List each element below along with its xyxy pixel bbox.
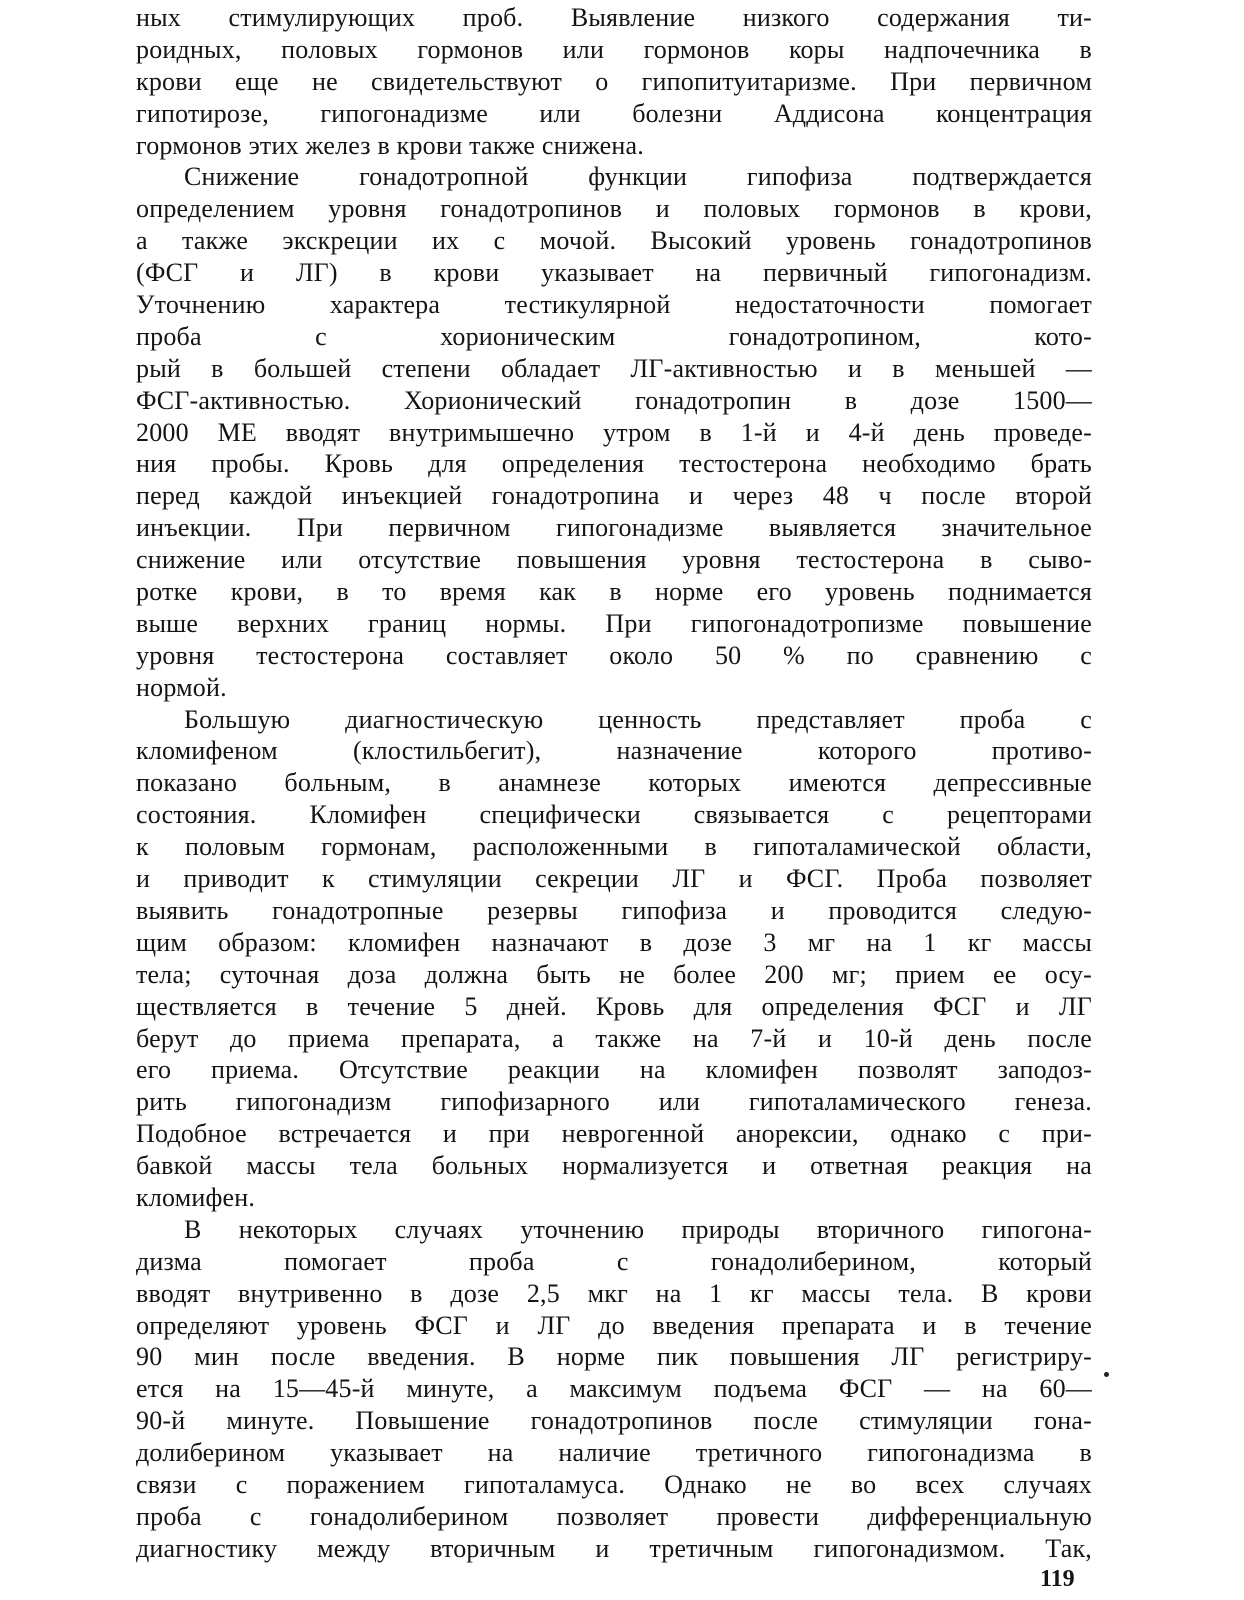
text-line: 90-й минуте. Повышение гонадотропинов после стимуляции гона- bbox=[136, 1406, 1092, 1436]
text-line: и приводит к стимуляции секреции ЛГ и ФСГ. Проба позволяет bbox=[136, 864, 1092, 894]
text-line: перед каждой инъекцией гонадотропина и через 48 ч после второй bbox=[136, 481, 1092, 511]
text-line: нормой. bbox=[136, 672, 227, 702]
text-line: показано больным, в анамнезе которых имеются депрессивные bbox=[136, 768, 1092, 798]
text-line: его приема. Отсутствие реакции на кломифен позволят заподоз- bbox=[136, 1055, 1092, 1085]
paragraph bbox=[136, 161, 1092, 703]
text-line: Уточнению характера тестикулярной недостаточности помогает bbox=[136, 290, 1092, 320]
text-line: снижение или отсутствие повышения уровня тестостерона в сыво- bbox=[136, 545, 1092, 575]
text-line: ротке крови, в то время как в норме его уровень поднимается bbox=[136, 577, 1092, 607]
text-line: к половым гормонам, расположенными в гипоталамической области, bbox=[136, 832, 1092, 862]
paragraph bbox=[136, 2, 1092, 161]
text-line: инъекции. При первичном гипогонадизме выявляется значительное bbox=[136, 513, 1092, 543]
text-line: выше верхних границ нормы. При гипогонадотропизме повышение bbox=[136, 608, 1092, 638]
text-line: кломифеном (клостильбегит), назначение которого противо- bbox=[136, 736, 1092, 766]
text-line: гормонов этих желез в крови также снижена. bbox=[136, 130, 644, 160]
margin-mark bbox=[1104, 1372, 1109, 1377]
text-line: крови еще не свидетельствуют о гипопитуитаризме. При первичном bbox=[136, 66, 1092, 96]
text-line: Большую диагностическую ценность представляет проба с bbox=[184, 704, 1092, 734]
text-line: определением уровня гонадотропинов и половых гормонов в крови, bbox=[136, 194, 1092, 224]
text-line: рить гипогонадизм гипофизарного или гипоталамического генеза. bbox=[136, 1087, 1092, 1117]
text-line: 90 мин после введения. В норме пик повышения ЛГ регистриру- bbox=[136, 1342, 1092, 1372]
text-line: ния пробы. Кровь для определения тестостерона необходимо брать bbox=[136, 449, 1092, 479]
text-line: рый в большей степени обладает ЛГ-активностью и в меньшей — bbox=[136, 353, 1092, 383]
page-number: 119 bbox=[1040, 1566, 1075, 1592]
text-line: тела; суточная доза должна быть не более 200 мг; прием ее осу- bbox=[136, 959, 1092, 989]
text-line: дизма помогает проба с гонадолиберином, который bbox=[136, 1246, 1092, 1276]
text-line: Подобное встречается и при неврогенной анорексии, однако с при- bbox=[136, 1119, 1092, 1149]
paragraph bbox=[136, 704, 1092, 1214]
text-line: ществляется в течение 5 дней. Кровь для определения ФСГ и ЛГ bbox=[136, 991, 1092, 1021]
text-line: (ФСГ и ЛГ) в крови указывает на первичный гипогонадизм. bbox=[136, 258, 1092, 288]
text-line: щим образом: кломифен назначают в дозе 3 мг на 1 кг массы bbox=[136, 927, 1092, 957]
text-line: гипотирозе, гипогонадизме или болезни Аддисона концентрация bbox=[136, 98, 1092, 128]
text-line: выявить гонадотропные резервы гипофиза и проводится следую- bbox=[136, 895, 1092, 925]
text-line: ется на 15—45-й минуте, а максимум подъема ФСГ — на 60— bbox=[136, 1374, 1092, 1404]
text-line: долиберином указывает на наличие третичного гипогонадизма в bbox=[136, 1438, 1092, 1468]
text-line: определяют уровень ФСГ и ЛГ до введения препарата и в течение bbox=[136, 1310, 1092, 1340]
text-line: кломифен. bbox=[136, 1182, 256, 1212]
text-line: В некоторых случаях уточнению природы вторичного гипогона- bbox=[184, 1214, 1092, 1244]
text-line: связи с поражением гипоталамуса. Однако не во всех случаях bbox=[136, 1469, 1092, 1499]
text-line: уровня тестостерона составляет около 50 % по сравнению с bbox=[136, 640, 1092, 670]
text-line: роидных, половых гормонов или гормонов коры надпочечника в bbox=[136, 34, 1092, 64]
text-line: диагностику между вторичным и третичным гипогонадизмом. Так, bbox=[136, 1533, 1092, 1563]
paragraph bbox=[136, 1214, 1092, 1565]
text-line: бавкой массы тела больных нормализуется и ответная реакция на bbox=[136, 1151, 1092, 1181]
text-line: состояния. Кломифен специфически связывается с рецепторами bbox=[136, 800, 1092, 830]
text-line: а также экскреции их с мочой. Высокий уровень гонадотропинов bbox=[136, 226, 1092, 256]
text-line: проба с гонадолиберином позволяет провести дифференциальную bbox=[136, 1501, 1092, 1531]
text-line: ных стимулирующих проб. Выявление низкого содержания ти- bbox=[136, 3, 1092, 32]
text-line: берут до приема препарата, а также на 7-й и 10-й день после bbox=[136, 1023, 1092, 1053]
text-line: проба с хорионическим гонадотропином, кото- bbox=[136, 321, 1092, 351]
text-line: Снижение гонадотропной функции гипофиза подтверждается bbox=[184, 162, 1092, 192]
text-line: ФСГ-активностью. Хорионический гонадотропин в дозе 1500— bbox=[136, 385, 1092, 415]
text-line: 2000 МЕ вводят внутримышечно утром в 1-й и 4-й день проведе- bbox=[136, 417, 1092, 447]
text-line: вводят внутривенно в дозе 2,5 мкг на 1 кг массы тела. В крови bbox=[136, 1278, 1092, 1308]
body-text bbox=[136, 2, 1092, 1565]
